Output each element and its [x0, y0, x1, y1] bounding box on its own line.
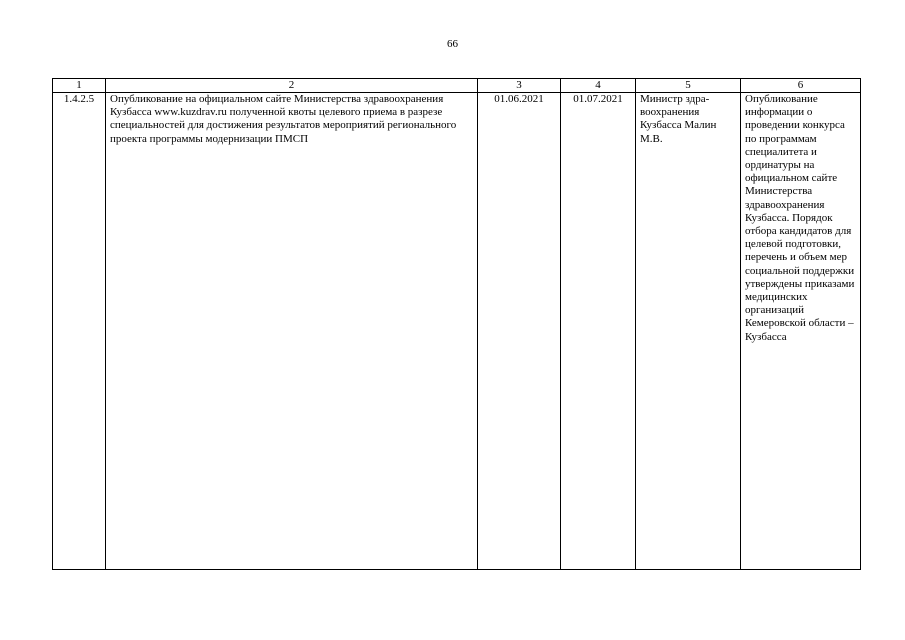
- page-number: 66: [447, 38, 458, 50]
- responsible-cell: Министр здра-воохранения Кузбасса Малин М.В.: [636, 93, 741, 570]
- column-header-5: 5: [636, 79, 741, 93]
- result-cell: Опубликование информации о проведении конкурса по программам специалитета и ординатуры на официальном сайте Министерства здравоохранения Кузбасса. Порядок отбора кандидатов для целевой подготовки, перечень и объем мер социальной поддержки утверждены приказами медицинских организаций Кемеровской области – Кузбасса: [741, 93, 861, 570]
- start-date-cell: 01.06.2021: [478, 93, 561, 570]
- column-header-2: 2: [106, 79, 478, 93]
- column-header-3: 3: [478, 79, 561, 93]
- item-description-cell: Опубликование на официальном сайте Министерства здравоохранения Кузбасса www.kuzdrav.ru полученной квоты целевого приема в разрезе специальностей для достижения результатов мероприятий регионального проекта программы модернизации ПМСП: [106, 93, 478, 570]
- column-header-1: 1: [53, 79, 106, 93]
- item-number-cell: 1.4.2.5: [53, 93, 106, 570]
- end-date-cell: 01.07.2021: [561, 93, 636, 570]
- column-header-6: 6: [741, 79, 861, 93]
- table-header-row: [53, 79, 861, 93]
- column-header-4: 4: [561, 79, 636, 93]
- plan-table: [52, 78, 861, 570]
- table-row: [53, 93, 861, 570]
